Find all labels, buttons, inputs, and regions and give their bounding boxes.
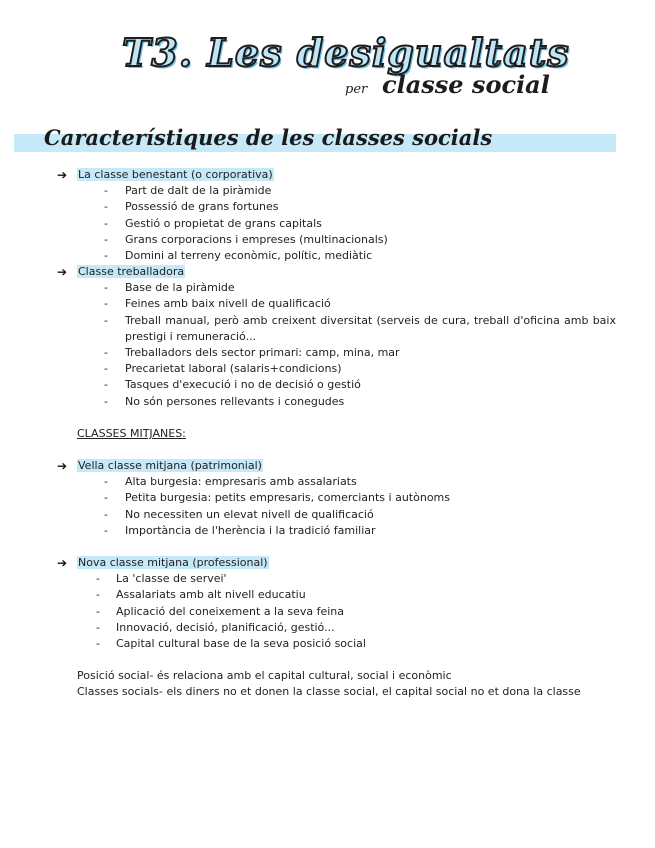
list-item	[104, 474, 357, 490]
dash-bullet: -	[104, 281, 108, 294]
dash-bullet: -	[104, 314, 108, 327]
list-item	[96, 604, 344, 620]
list-item-text: Importància de l'herència i la tradició familiar	[125, 524, 376, 537]
list-item	[96, 636, 366, 652]
title-subtitle: classe social	[382, 70, 550, 99]
list-item-text: Treballadors dels sector primari: camp, mina, mar	[125, 346, 400, 359]
list-item-text: No són persones rellevants i conegudes	[125, 395, 345, 408]
dash-bullet: -	[104, 184, 108, 197]
section-heading: Característiques de les classes socials	[44, 125, 493, 150]
dash-bullet: -	[104, 395, 108, 408]
group-heading: Nova classe mitjana (professional)	[78, 556, 268, 569]
dash-bullet: -	[96, 621, 100, 634]
list-item	[104, 507, 374, 523]
dash-bullet: -	[104, 491, 108, 504]
list-item-text: Domini al terreny econòmic, polític, mediàtic	[125, 249, 373, 262]
list-item-text: La 'classe de servei'	[116, 572, 227, 585]
list-item-text: Tasques d'execució i no de decisió o gestió	[125, 378, 361, 391]
middle-classes-label: CLASSES MITJANES:	[77, 427, 186, 440]
dash-bullet: -	[104, 249, 108, 262]
list-item-text: Assalariats amb alt nivell educatiu	[116, 588, 306, 601]
dash-bullet: -	[96, 637, 100, 650]
list-item	[96, 571, 227, 587]
list-item-text: Treball manual, però amb creixent diversitat (serveis de cura, treball d'oficina amb baix prestigi i remuneració...	[125, 314, 616, 343]
list-item	[104, 216, 322, 232]
list-item	[104, 490, 450, 506]
list-item-text: Innovació, decisió, planificació, gestió...	[116, 621, 335, 634]
dash-bullet: -	[104, 233, 108, 246]
dash-bullet: -	[104, 200, 108, 213]
page-title: T3. Les desigualtats	[122, 30, 570, 75]
list-item-text: No necessiten un elevat nivell de qualificació	[125, 508, 374, 521]
group-heading-row	[57, 167, 274, 183]
list-item	[104, 313, 616, 345]
list-item	[104, 199, 279, 215]
list-item	[104, 523, 376, 539]
list-item-text: Precarietat laboral (salaris+condicions)	[125, 362, 342, 375]
group-heading-row	[57, 264, 185, 280]
list-item	[96, 620, 335, 636]
dash-bullet: -	[104, 378, 108, 391]
group-heading: Classe treballadora	[78, 265, 185, 278]
list-item-text: Alta burgesia: empresaris amb assalariats	[125, 475, 357, 488]
arrow-icon: ➔	[57, 556, 68, 570]
title-block	[0, 26, 655, 106]
list-item	[104, 296, 331, 312]
note-line: Posició social- és relaciona amb el capital cultural, social i econòmic	[77, 669, 452, 682]
arrow-icon: ➔	[57, 459, 68, 473]
section-heading-bar	[14, 125, 616, 152]
dash-bullet: -	[104, 297, 108, 310]
list-item	[104, 232, 388, 248]
group-heading: Vella classe mitjana (patrimonial)	[78, 459, 262, 472]
dash-bullet: -	[96, 605, 100, 618]
dash-bullet: -	[104, 362, 108, 375]
list-item-text: Aplicació del coneixement a la seva feina	[116, 605, 345, 618]
list-item	[104, 377, 361, 393]
arrow-icon: ➔	[57, 168, 68, 182]
dash-bullet: -	[104, 475, 108, 488]
list-item	[96, 587, 306, 603]
list-item-text: Grans corporacions i empreses (multinacionals)	[125, 233, 388, 246]
group-heading: La classe benestant (o corporativa)	[78, 168, 273, 181]
dash-bullet: -	[104, 524, 108, 537]
dash-bullet: -	[96, 588, 100, 601]
dash-bullet: -	[104, 508, 108, 521]
list-item-text: Feines amb baix nivell de qualificació	[125, 297, 331, 310]
title-sub-small: per	[345, 82, 368, 97]
dash-bullet: -	[104, 217, 108, 230]
list-item-text: Gestió o propietat de grans capitals	[125, 217, 322, 230]
list-item-text: Base de la piràmide	[125, 281, 235, 294]
list-item-text: Capital cultural base de la seva posició social	[116, 637, 366, 650]
list-item	[104, 248, 372, 264]
list-item-text: Possessió de grans fortunes	[125, 200, 279, 213]
list-item-text: Petita burgesia: petits empresaris, comerciants i autònoms	[125, 491, 450, 504]
list-item	[104, 361, 342, 377]
list-item	[104, 345, 400, 361]
dash-bullet: -	[104, 346, 108, 359]
list-item	[104, 183, 271, 199]
list-item	[104, 394, 344, 410]
arrow-icon: ➔	[57, 265, 68, 279]
list-item-text: Part de dalt de la piràmide	[125, 184, 272, 197]
dash-bullet: -	[96, 572, 100, 585]
note-line: Classes socials- els diners no et donen la classe social, el capital social no et dona la classe	[77, 685, 581, 698]
group-heading-row	[57, 458, 263, 474]
group-heading-row	[57, 555, 269, 571]
list-item	[104, 280, 235, 296]
